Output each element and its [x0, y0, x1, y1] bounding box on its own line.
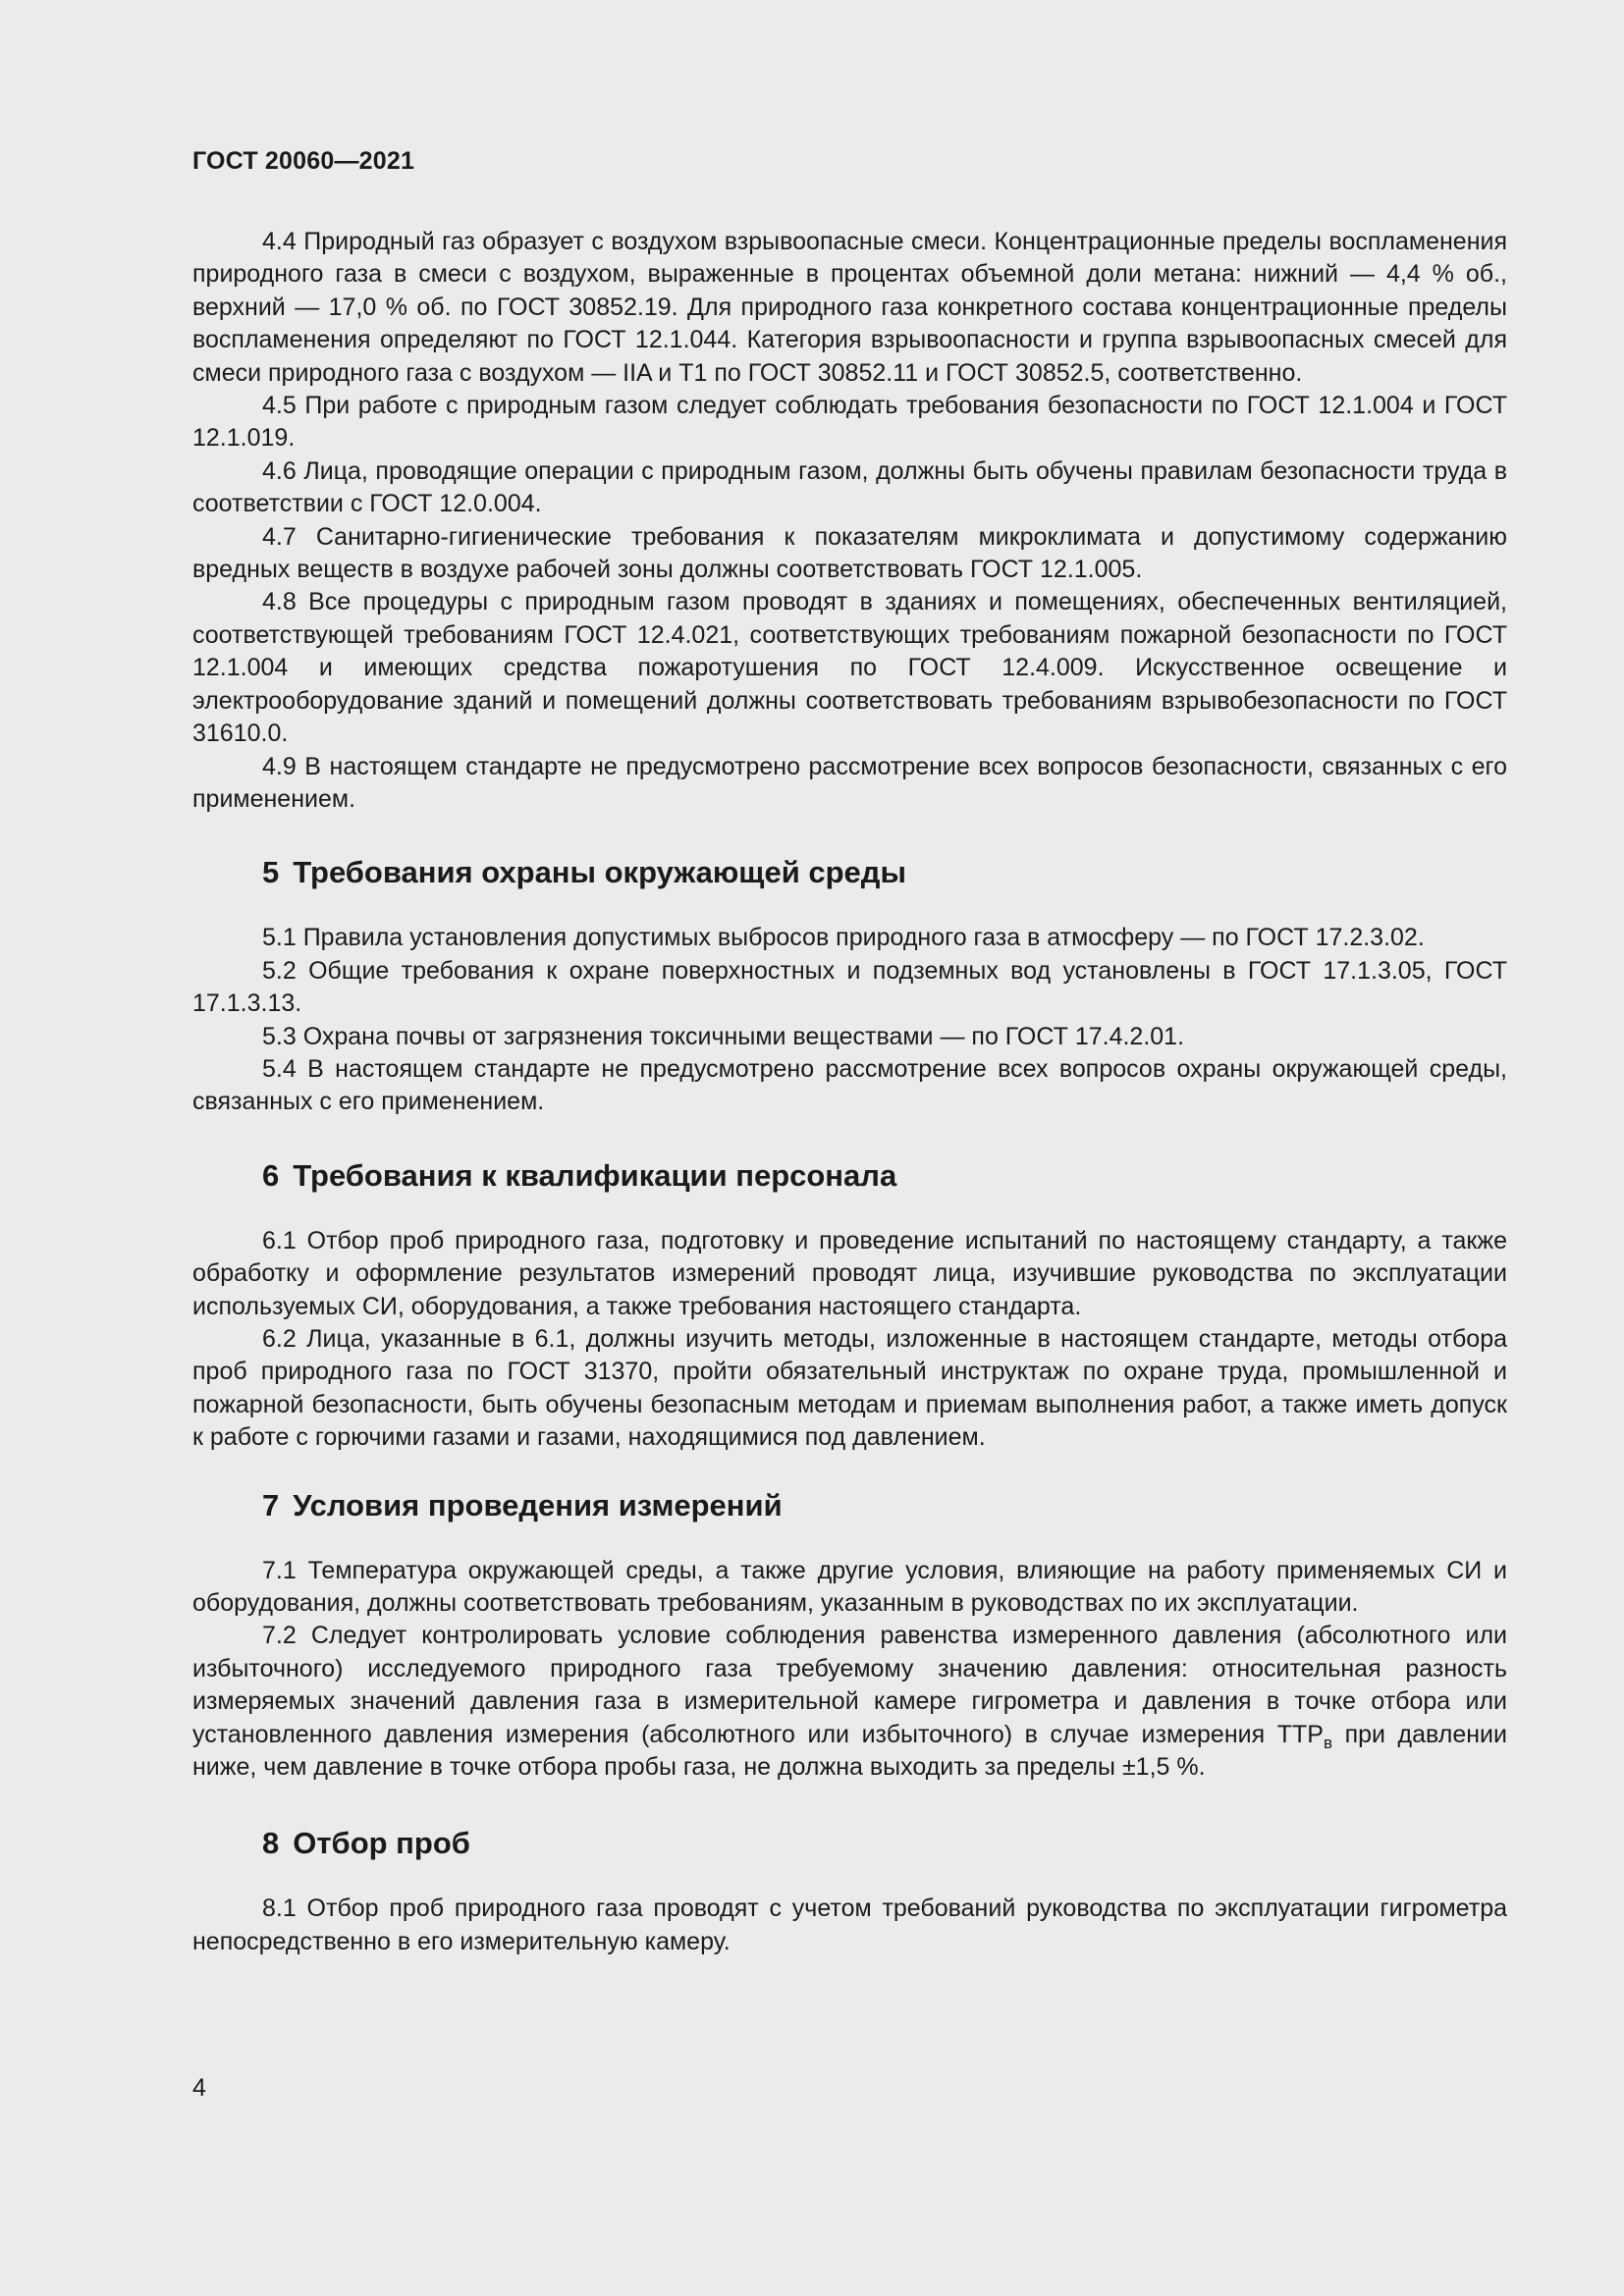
section-6-title: Требования к квалификации персонала [293, 1157, 897, 1193]
document-id-header: ГОСТ 20060—2021 [192, 147, 415, 175]
section-8-title: Отбор проб [293, 1826, 470, 1861]
section-5-heading [192, 855, 1507, 890]
section-7-number: 7 [262, 1487, 280, 1522]
paragraph-4-7: 4.7 Санитарно-гигиенические требования к показателям микроклимата и допустимому содержанию вредных веществ в воздухе рабочей зоны должны соответствовать ГОСТ 12.1.005. [192, 522, 1507, 584]
paragraph-8-1: 8.1 Отбор проб природного газа проводят с учетом требований руководства по эксплуатации гигрометра непосредственно в его измерительную камеру. [192, 1895, 1507, 1955]
document-body [192, 226, 1507, 1958]
paragraph-4-9: 4.9 В настоящем стандарте не предусмотрено рассмотрение всех вопросов безопасности, связанных с его применением. [192, 752, 1507, 813]
paragraph-5-2: 5.2 Общие требования к охране поверхностных и подземных вод установлены в ГОСТ 17.1.3.05, ГОСТ 17.1.3.13. [192, 956, 1507, 1018]
paragraph-5-1: 5.1 Правила установления допустимых выбросов природного газа в атмосферу — по ГОСТ 17.2.3.02. [262, 924, 1425, 952]
section-5-number: 5 [262, 855, 280, 890]
section-8-number: 8 [262, 1826, 280, 1861]
paragraph-4-5: 4.5 При работе с природным газом следует соблюдать требования безопасности по ГОСТ 12.1.004 и ГОСТ 12.1.019. [192, 392, 1507, 453]
section-5-title: Требования охраны окружающей среды [293, 855, 906, 890]
paragraph-7-2-subscript: в [1323, 1733, 1332, 1752]
paragraph-4-6: 4.6 Лица, проводящие операции с природным газом, должны быть обучены правилам безопасности труда в соответствии с ГОСТ 12.0.004. [192, 456, 1507, 518]
paragraph-4-4: 4.4 Природный газ образует с воздухом взрывоопасные смеси. Концентрационные пределы воспламенения природного газа в смеси с воздухом, выраженные в процентах объемной доли метана: нижний — 4,4 % об., верхний — 17,0 % об. по ГОСТ 30852.19. Для природного газа конкретного состава концентрационные пределы воспламенения определяют по ГОСТ 12.1.044. Категория взрывоопасности и группа взрывоопасных смесей для смеси природного газа с воздухом — IIA и T1 по ГОСТ 30852.11 и ГОСТ 30852.5, соответственно. [192, 228, 1507, 387]
page-number: 4 [192, 2074, 206, 2102]
section-6-number: 6 [262, 1157, 280, 1193]
paragraph-6-1: 6.1 Отбор проб природного газа, подготовку и проведение испытаний по настоящему стандарту, а также обработку и оформление результатов измерений проводят лица, изучившие руководства по эксплуатации используемых СИ, оборудования, а также требования настоящего стандарта. [192, 1226, 1507, 1320]
section-7-heading [192, 1488, 1507, 1523]
section-6-heading [192, 1158, 1507, 1194]
paragraph-7-2-text-a: 7.2 Следует контролировать условие соблюдения равенства измеренного давления (абсолютного или избыточного) исследуемого природного газа требуемому значению давления: относительная разность измеряемых значений давления газа в измерительной камере гигрометра и давления в точке отбора или установленного давления измерения (абсолютного или избыточного) в случае измерения ТТР [192, 1622, 1507, 1748]
paragraph-6-2: 6.2 Лица, указанные в 6.1, должны изучить методы, изложенные в настоящем стандарте, методы отбора проб природного газа по ГОСТ 31370, пройти обязательный инструктаж по охране труда, промышленной и пожарной безопасности, быть обучены безопасным методам и приемам выполнения работ, а также иметь допуск к работе с горючими газами и газами, находящимися под давлением. [192, 1324, 1507, 1452]
paragraph-7-2 [192, 1620, 1507, 1784]
paragraph-7-2-text-b: при давлении ниже, чем давление в точке отбора пробы газа, не должна выходить за пределы ±1,5 %. [192, 1720, 1507, 1782]
paragraph-4-8: 4.8 Все процедуры с природным газом проводят в зданиях и помещениях, обеспеченных вентиляцией, соответствующей требованиям ГОСТ 12.4.021, соответствующих требованиям пожарной безопасности по ГОСТ 12.1.004 и имеющих средства пожаротушения по ГОСТ 12.4.009. Искусственное освещение и электрооборудование зданий и помещений должны соответствовать требованиям взрывобезопасности по ГОСТ 31610.0. [192, 588, 1507, 748]
paragraph-5-3: 5.3 Охрана почвы от загрязнения токсичными веществами — по ГОСТ 17.4.2.01. [262, 1022, 1185, 1050]
section-7-title: Условия проведения измерений [293, 1487, 783, 1522]
section-8-heading [192, 1826, 1507, 1861]
paragraph-7-1: 7.1 Температура окружающей среды, а также другие условия, влияющие на работу применяемых СИ и оборудования, должны соответствовать требованиям, указанным в руководствах по их эксплуатации. [192, 1556, 1507, 1617]
paragraph-5-4: 5.4 В настоящем стандарте не предусмотрено рассмотрение всех вопросов охраны окружающей среды, связанных с его применением. [192, 1054, 1507, 1116]
document-page [192, 0, 1507, 2296]
